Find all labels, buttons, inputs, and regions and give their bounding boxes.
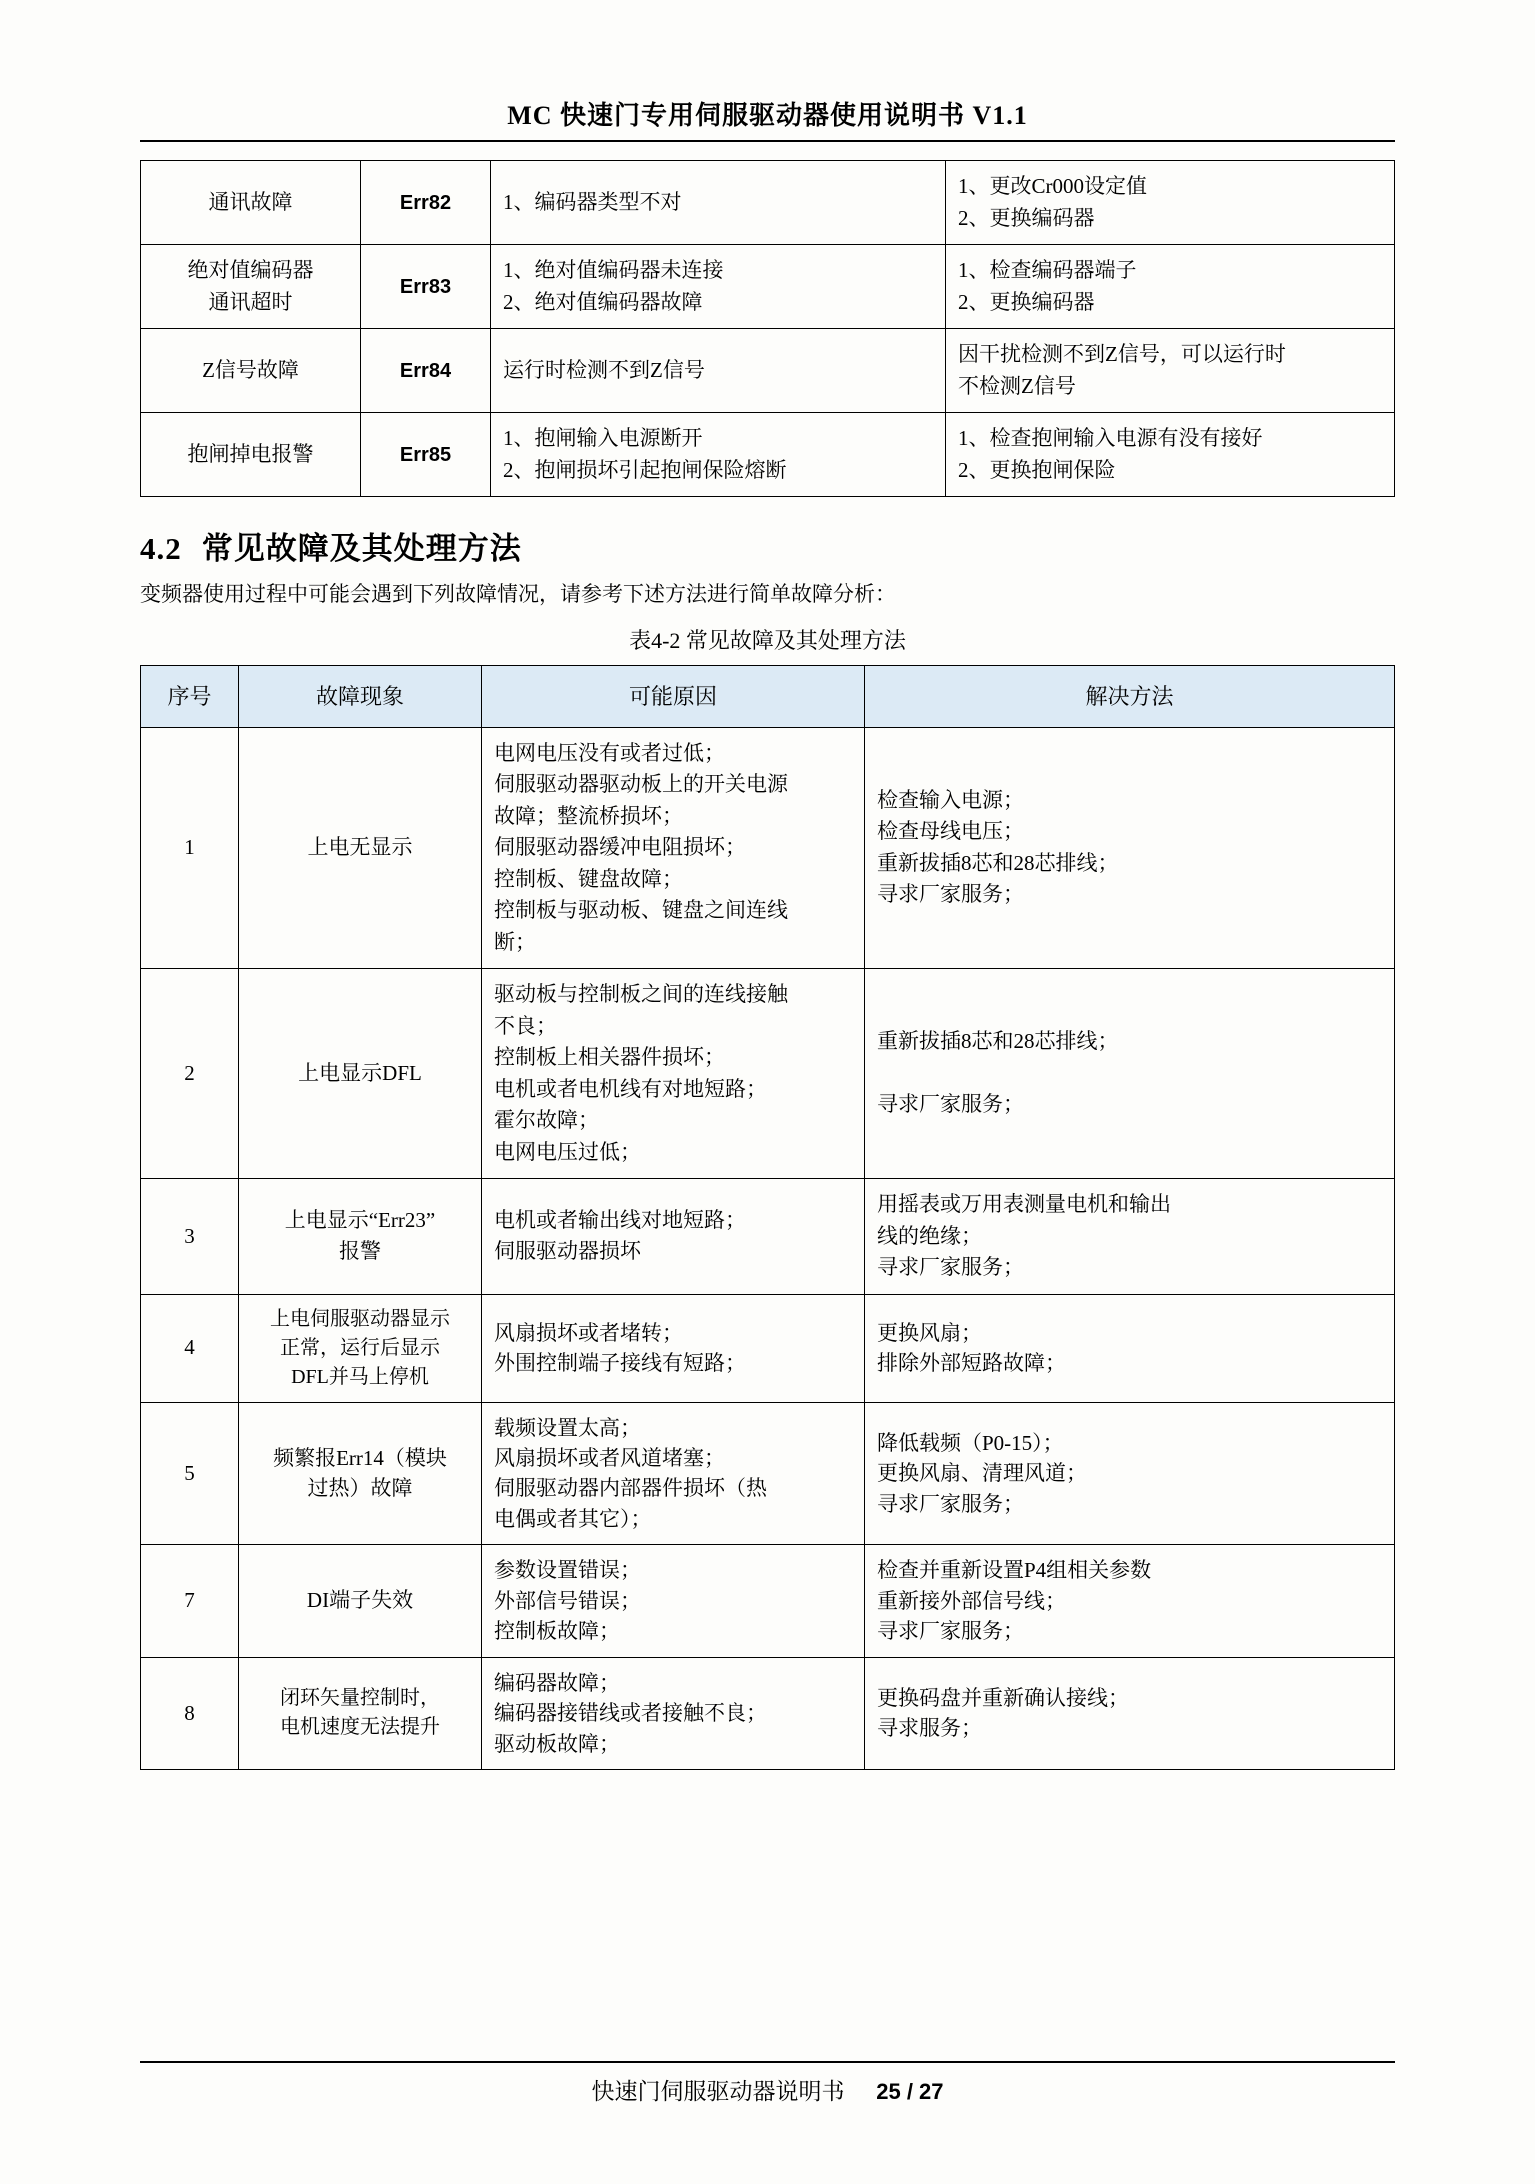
table-row — [141, 329, 1395, 413]
fault-solution — [865, 727, 1395, 969]
table-row — [141, 1545, 1395, 1657]
fix-line: 1、更改Cr000设定值 — [958, 174, 1147, 198]
fault-no: 5 — [141, 1402, 239, 1545]
fix-line: 2、更换编码器 — [958, 205, 1095, 230]
fault-solution — [865, 969, 1395, 1179]
solution-line: 重新接外部信号线； — [877, 1588, 1066, 1613]
phenomenon-line: 正常，运行后显示 — [280, 1336, 440, 1359]
fault-phenomenon: 上电无显示 — [239, 727, 482, 969]
section-heading — [140, 523, 1395, 568]
error-cause — [491, 413, 946, 497]
phenomenon-line: 闭环矢量控制时， — [280, 1687, 440, 1710]
cause-line: 编码器接错线或者接触不良； — [494, 1701, 767, 1726]
solution-line: 更换风扇； — [877, 1320, 982, 1345]
solution-line: 寻求服务； — [877, 1716, 982, 1741]
error-cause — [491, 329, 946, 413]
table-row — [141, 1179, 1395, 1295]
header-divider — [140, 140, 1395, 142]
error-code: Err82 — [361, 161, 491, 245]
cause-line: 载频设置太高； — [494, 1415, 641, 1440]
fault-solution — [865, 1402, 1395, 1545]
table-row — [141, 969, 1395, 1179]
fix-line: 不检测Z信号 — [958, 373, 1076, 398]
cause-line: 霍尔故障； — [494, 1108, 599, 1133]
cause-line: 驱动板故障； — [494, 1731, 620, 1756]
phenomenon-line: 频繁报Err14（模块 — [273, 1446, 447, 1471]
fault-no: 4 — [141, 1294, 239, 1402]
error-name: Z信号故障 — [141, 329, 361, 413]
error-fix — [946, 329, 1395, 413]
cause-line: 风扇损坏或者堵转； — [494, 1320, 683, 1345]
cause-line: 1、编码器类型不对 — [503, 189, 682, 214]
cause-line: 外部信号错误； — [494, 1588, 641, 1613]
cause-line: 控制板上相关器件损坏； — [494, 1045, 725, 1070]
fault-cause — [482, 969, 865, 1179]
cause-line: 2、绝对值编码器故障 — [503, 289, 703, 314]
cause-line: 参数设置错误； — [494, 1558, 641, 1583]
cause-line: 电网电压没有或者过低； — [494, 740, 725, 765]
column-header-no: 序号 — [141, 665, 239, 727]
solution-line: 线的绝缘； — [877, 1223, 982, 1248]
solution-line: 检查母线电压； — [877, 819, 1024, 844]
table-row — [141, 727, 1395, 969]
fault-phenomenon — [239, 1179, 482, 1295]
solution-line — [877, 1058, 1382, 1090]
table-row — [141, 1402, 1395, 1545]
fault-cause — [482, 1545, 865, 1657]
cause-line: 风扇损坏或者风道堵塞； — [494, 1446, 725, 1471]
error-code: Err84 — [361, 329, 491, 413]
table-row — [141, 413, 1395, 497]
error-name-line: 通讯超时 — [208, 289, 293, 314]
phenomenon-line: 电机速度无法提升 — [280, 1716, 440, 1739]
error-code-table — [140, 160, 1395, 497]
error-cause — [491, 161, 946, 245]
cause-line: 伺服驱动器缓冲电阻损坏； — [494, 835, 746, 860]
cause-line: 控制板、键盘故障； — [494, 866, 683, 891]
fault-phenomenon: 上电显示DFL — [239, 969, 482, 1179]
solution-line: 重新拔插8芯和28芯排线； — [877, 1029, 1119, 1054]
cause-line: 电机或者输出线对地短路； — [494, 1207, 746, 1232]
fault-table — [140, 665, 1395, 1770]
error-fix — [946, 161, 1395, 245]
table-row — [141, 161, 1395, 245]
cause-line: 故障；整流桥损坏； — [494, 803, 683, 828]
table-caption: 表4-2 常见故障及其处理方法 — [629, 627, 906, 653]
cause-line: 1、绝对值编码器未连接 — [503, 258, 724, 282]
solution-line: 寻求厂家服务； — [877, 1092, 1024, 1117]
solution-line: 检查并重新设置P4组相关参数 — [877, 1558, 1152, 1583]
fix-line: 1、检查编码器端子 — [958, 258, 1137, 282]
column-header-phenomenon: 故障现象 — [239, 665, 482, 727]
fault-phenomenon — [239, 1657, 482, 1769]
cause-line: 电偶或者其它）； — [494, 1506, 652, 1531]
solution-line: 更换码盘并重新确认接线； — [877, 1685, 1129, 1710]
cause-line: 伺服驱动器内部器件损坏（热 — [494, 1476, 767, 1501]
table-row — [141, 245, 1395, 329]
cause-line: 伺服驱动器损坏 — [494, 1239, 641, 1264]
error-code: Err83 — [361, 245, 491, 329]
fault-phenomenon — [239, 1402, 482, 1545]
column-header-cause: 可能原因 — [482, 665, 865, 727]
section-number: 4.2 — [140, 531, 182, 566]
cause-line: 不良； — [494, 1013, 557, 1038]
column-header-solution: 解决方法 — [865, 665, 1395, 727]
cause-line: 断； — [494, 929, 536, 954]
phenomenon-line: 过热）故障 — [307, 1476, 413, 1501]
fault-phenomenon — [239, 1294, 482, 1402]
section-paragraph: 变频器使用过程中可能会遇到下列故障情况，请参考下述方法进行简单故障分析： — [140, 582, 896, 606]
cause-line: 驱动板与控制板之间的连线接触 — [494, 982, 788, 1007]
cause-line: 控制板故障； — [494, 1619, 620, 1644]
fault-cause — [482, 1294, 865, 1402]
fault-cause — [482, 727, 865, 969]
phenomenon-line: 上电伺服驱动器显示 — [270, 1307, 450, 1330]
fault-solution — [865, 1545, 1395, 1657]
section-title: 常见故障及其处理方法 — [201, 531, 522, 566]
fault-cause — [482, 1402, 865, 1545]
fault-cause — [482, 1179, 865, 1295]
cause-line: 编码器故障； — [494, 1670, 620, 1695]
fault-no: 1 — [141, 727, 239, 969]
cause-line: 运行时检测不到Z信号 — [503, 357, 705, 382]
solution-line: 检查输入电源； — [877, 787, 1024, 812]
error-fix — [946, 245, 1395, 329]
error-code: Err85 — [361, 413, 491, 497]
solution-line: 寻求厂家服务； — [877, 882, 1024, 907]
fault-solution — [865, 1657, 1395, 1769]
error-name: 抱闸掉电报警 — [141, 413, 361, 497]
phenomenon-line: 报警 — [339, 1239, 381, 1264]
fix-line: 2、更换抱闸保险 — [958, 457, 1116, 482]
table-row — [141, 1294, 1395, 1402]
error-cause — [491, 245, 946, 329]
solution-line: 更换风扇、清理风道； — [877, 1461, 1087, 1486]
fault-no: 7 — [141, 1545, 239, 1657]
cause-line: 外围控制端子接线有短路； — [494, 1351, 746, 1376]
fault-solution — [865, 1294, 1395, 1402]
error-fix — [946, 413, 1395, 497]
fault-no: 2 — [141, 969, 239, 1179]
table-row — [141, 1657, 1395, 1769]
footer-content — [140, 2073, 1395, 2106]
solution-line: 寻求厂家服务； — [877, 1619, 1024, 1644]
fault-no: 8 — [141, 1657, 239, 1769]
solution-line: 寻求厂家服务； — [877, 1255, 1024, 1280]
fix-line: 2、更换编码器 — [958, 289, 1095, 314]
cause-line: 电机或者电机线有对地短路； — [494, 1076, 767, 1101]
footer-text: 快速门伺服驱动器说明书 — [591, 2079, 845, 2104]
fault-solution — [865, 1179, 1395, 1295]
fault-phenomenon: DI端子失效 — [239, 1545, 482, 1657]
cause-line: 控制板与驱动板、键盘之间连线 — [494, 898, 788, 923]
fix-line: 1、检查抱闸输入电源有没有接好 — [958, 426, 1263, 450]
solution-line: 重新拔插8芯和28芯排线； — [877, 850, 1119, 875]
page-footer — [140, 2061, 1395, 2106]
page-content — [140, 95, 1395, 1770]
solution-line: 排除外部短路故障； — [877, 1351, 1066, 1376]
solution-line: 降低载频（P0-15）； — [877, 1430, 1064, 1455]
error-name — [141, 245, 361, 329]
cause-line: 1、抱闸输入电源断开 — [503, 426, 703, 450]
solution-line: 用摇表或万用表测量电机和输出 — [877, 1192, 1171, 1217]
document-header-title: MC 快速门专用伺服驱动器使用说明书 V1.1 — [507, 101, 1028, 130]
error-name: 通讯故障 — [141, 161, 361, 245]
footer-divider — [140, 2061, 1395, 2063]
cause-line: 2、抱闸损坏引起抱闸保险熔断 — [503, 457, 787, 482]
phenomenon-line: 上电显示“Err23” — [284, 1207, 436, 1232]
phenomenon-line: DFL并马上停机 — [291, 1365, 429, 1388]
fault-no: 3 — [141, 1179, 239, 1295]
page-number: 25 / 27 — [876, 2079, 944, 2104]
fault-cause — [482, 1657, 865, 1769]
cause-line: 电网电压过低； — [494, 1139, 641, 1164]
solution-line: 寻求厂家服务； — [877, 1491, 1024, 1516]
error-name-line: 绝对值编码器 — [187, 258, 314, 282]
table-header-row — [141, 665, 1395, 727]
cause-line: 伺服驱动器驱动板上的开关电源 — [494, 772, 788, 797]
fix-line: 因干扰检测不到Z信号，可以运行时 — [958, 342, 1286, 366]
